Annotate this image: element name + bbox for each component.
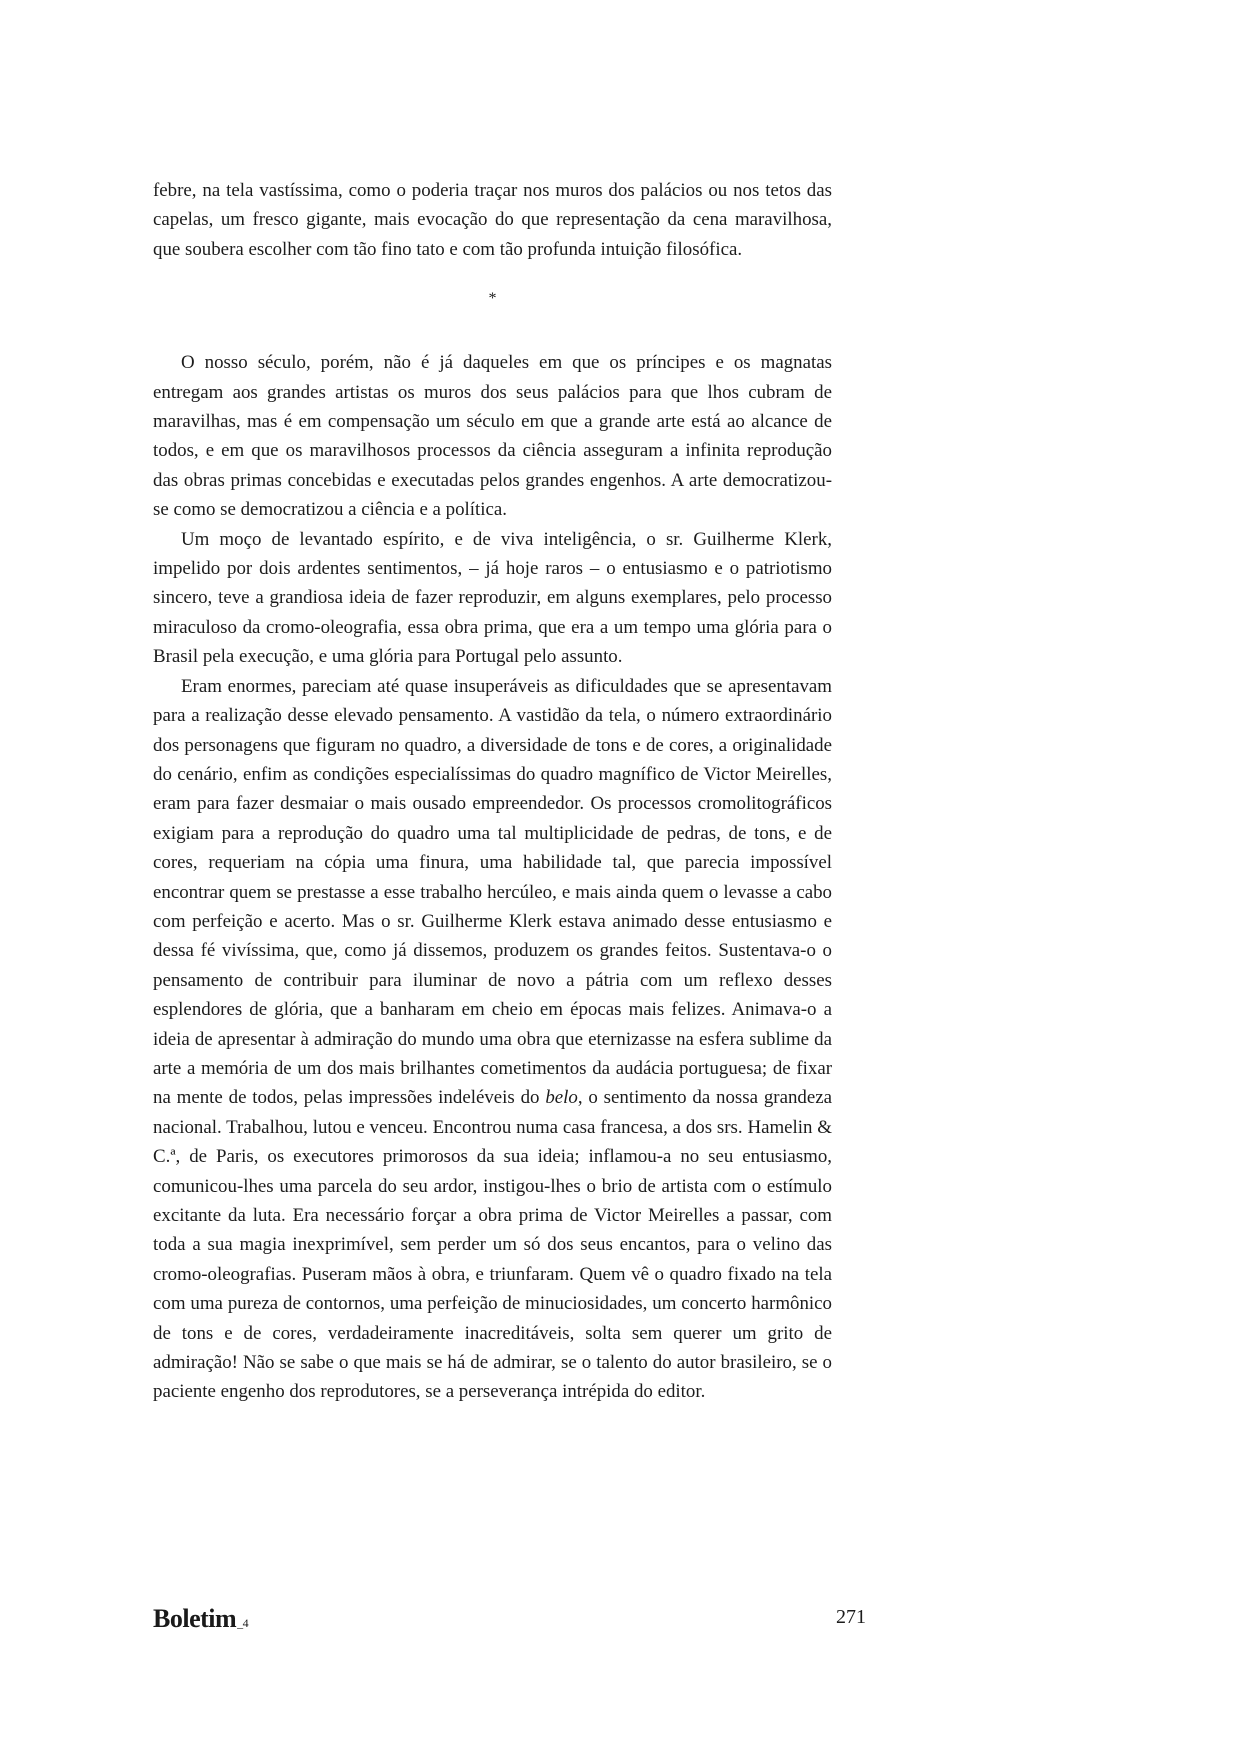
paragraph-continued: febre, na tela vastíssima, como o poderia traçar nos muros dos palácios ou nos tetos das capelas, um fresco gigante, mais evocação do que representação da cena maravilhosa, que soubera escolher com tão fino tato e com tão profunda intuição filosófica. <box>153 180 832 260</box>
paragraph-3-italic: belo <box>545 1087 578 1109</box>
paragraph-3-text-a: Eram enormes, pareciam até quase insuperáveis as dificuldades que se apresentavam para a realização desse elevado pensamento. A vastidão da tela, o número extraordinário dos personagens que figuram no quadro, a diversidade de tons e de cores, a originalidade do cenário, enfim as condições especialíssimas do quadro magnífico de Victor Meirelles, eram para fazer desmaiar o mais ousado empreendedor. Os processos cromolitográficos exigiam para a reprodução do quadro uma tal multiplicidade de pedras, de tons, e de cores, requeriam na cópia uma finura, uma habilidade tal, que parecia impossível encontrar quem se prestasse a esse trabalho hercúleo, e mais ainda quem o levasse a cabo com perfeição e acerto. Mas o sr. Guilherme Klerk estava animado desse entusiasmo e dessa fé vivíssima, que, como já dissemos, produzem os grandes feitos. Sustentava-o o pensamento de contribuir para iluminar de novo a pátria com um reflexo desses esplendores de glória, que a banharam em cheio em épocas mais felizes. Animava-o a ideia de apresentar à admiração do mundo uma obra que eternizasse na esfera sublime da arte a memória de um dos mais brilhantes cometimentos da audácia portuguesa; de fixar na mente de todos, pelas impressões indeléveis do <box>153 675 832 1109</box>
paragraph-3 <box>153 672 832 1407</box>
journal-logo-suffix: _4 <box>237 1616 249 1630</box>
paragraph-2: Um moço de levantado espírito, e de viva inteligência, o sr. Guilherme Klerk, impelido por dois ardentes sentimentos, – já hoje raros – o entusiasmo e o patriotismo sincero, teve a grandiosa ideia de fazer reproduzir, em alguns exemplares, pelo processo miraculoso da cromo-oleografia, essa obra prima, que era a um tempo uma glória para o Brasil pela execução, e uma glória para Portugal pelo assunto. <box>153 528 832 668</box>
body-text <box>153 176 832 1407</box>
section-separator: * <box>488 290 497 308</box>
paragraph-3-text-b: , o sentimento da nossa grandeza nacional. Trabalhou, lutou e venceu. Encontrou numa casa francesa, a dos srs. Hamelin & C.ª, de Paris, os executores primorosos da sua ideia; inflamou-a no seu entusiasmo, comunicou-lhes uma parcela do seu ardor, instigou-lhes o brio de artista com o estímulo excitante da luta. Era necessário forçar a obra prima de Victor Meirelles a passar, com toda a sua magia inexprimível, sem perder um só dos seus encantos, para o velino das cromo-oleografias. Puseram mãos à obra, e triunfaram. Quem vê o quadro fixado na tela com uma pureza de contornos, uma perfeição de minuciosidades, um concerto harmônico de tons e de cores, verdadeiramente inacreditáveis, solta sem querer um grito de admiração! Não se sabe o que mais se há de admirar, se o talento do autor brasileiro, se o paciente engenho dos reprodutores, se a perseverança intrépida do editor. <box>153 1087 832 1403</box>
page-number: 271 <box>836 1606 866 1628</box>
paragraph-1: O nosso século, porém, não é já daqueles em que os príncipes e os magnatas entregam aos grandes artistas os muros dos seus palácios para que lhos cubram de maravilhas, mas é em compensação um século em que a grande arte está ao alcance de todos, e em que os maravilhosos processos da ciência asseguram a infinita reprodução das obras primas concebidas e executadas pelos grandes engenhos. A arte democratizou-se como se democratizou a ciência e a política. <box>153 352 832 521</box>
journal-logo <box>153 1604 248 1634</box>
journal-logo-text: Boletim <box>153 1604 237 1633</box>
